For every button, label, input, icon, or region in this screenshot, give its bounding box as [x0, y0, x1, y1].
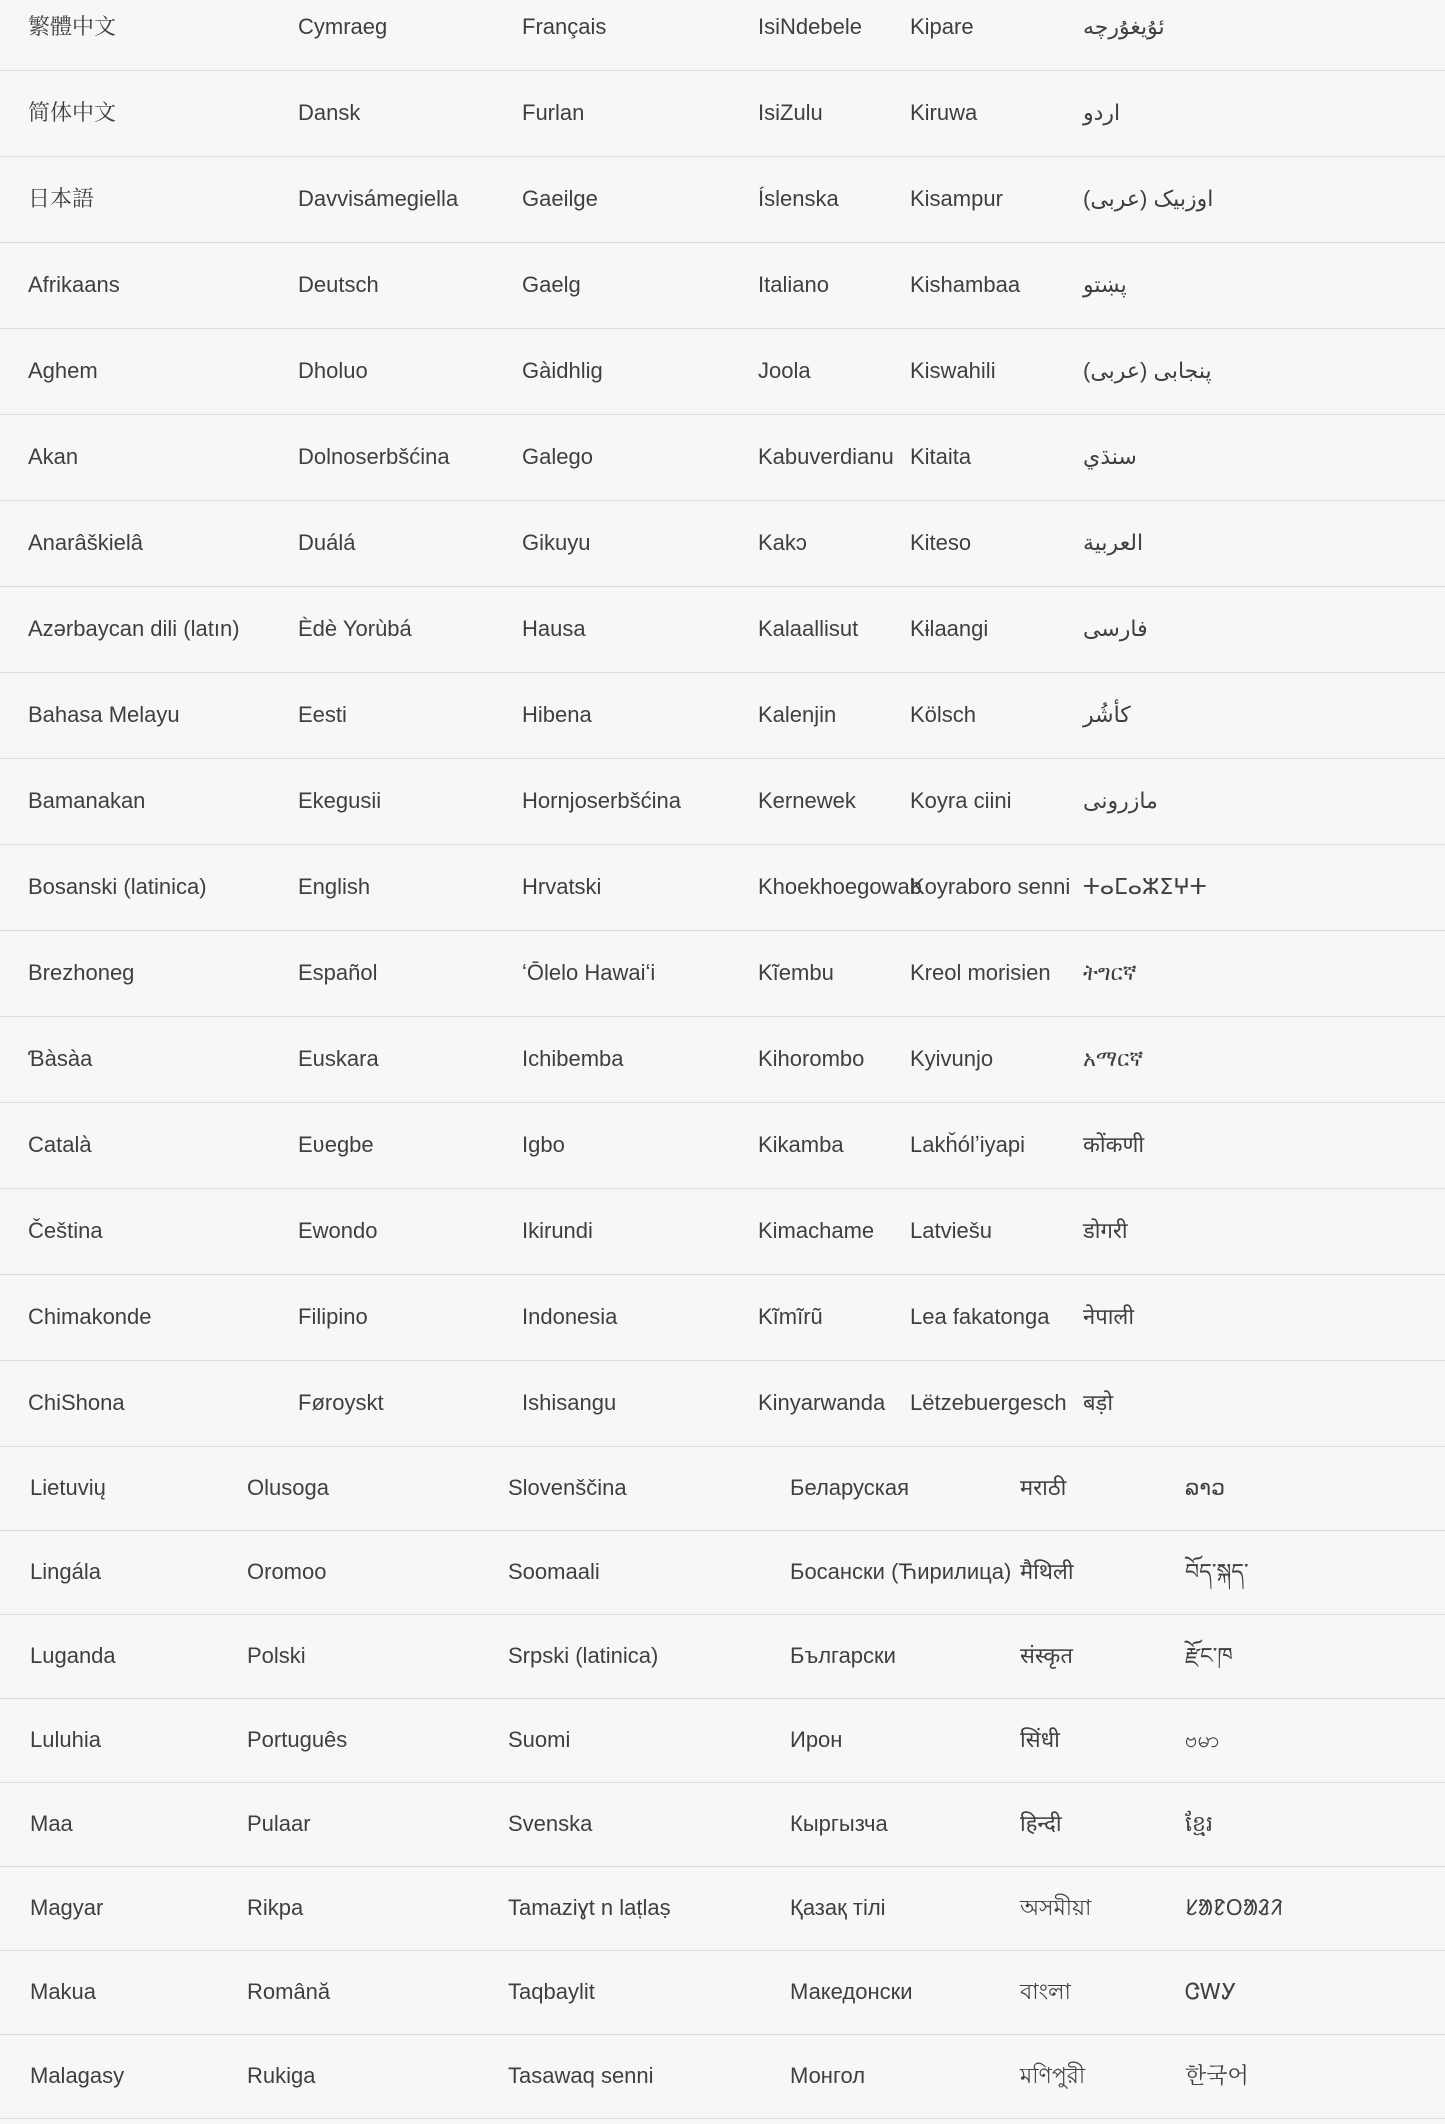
- language-option[interactable]: Soomaali: [508, 1559, 600, 1585]
- language-option[interactable]: Chimakonde: [28, 1304, 152, 1330]
- language-option[interactable]: Hausa: [522, 616, 586, 642]
- language-option[interactable]: Català: [28, 1132, 92, 1158]
- language-option[interactable]: Kyivunjo: [910, 1046, 994, 1072]
- language-row: [0, 0, 1445, 71]
- language-option[interactable]: Português: [247, 1727, 348, 1753]
- language-option[interactable]: Dolnoserbšćina: [298, 444, 450, 470]
- language-option[interactable]: Afrikaans: [28, 272, 120, 298]
- language-option[interactable]: Luluhia: [30, 1727, 101, 1753]
- language-option[interactable]: 한국어: [1185, 2063, 1249, 2089]
- language-option[interactable]: Taqbaylit: [508, 1979, 595, 2005]
- language-option[interactable]: 简体中文: [28, 100, 117, 126]
- language-option[interactable]: Latviešu: [910, 1218, 992, 1244]
- language-option[interactable]: মণিপুরী: [1020, 2063, 1086, 2089]
- language-option[interactable]: Română: [247, 1979, 331, 2005]
- language-option[interactable]: ʻŌlelo Hawaiʻi: [522, 960, 656, 986]
- language-row: [0, 329, 1445, 415]
- language-option[interactable]: मैथिली: [1020, 1559, 1074, 1585]
- language-row: [0, 501, 1445, 587]
- language-option[interactable]: Қазақ тілі: [790, 1895, 886, 1921]
- language-option[interactable]: Anarâškielâ: [28, 530, 143, 556]
- language-option[interactable]: བོད་སྐད་: [1185, 1559, 1249, 1585]
- language-option[interactable]: རྫོང་ཁ: [1185, 1643, 1233, 1669]
- language-option[interactable]: Cymraeg: [298, 14, 388, 40]
- language-option[interactable]: Tamaziɣt n laṭlaṣ: [508, 1895, 671, 1921]
- language-option[interactable]: অসমীয়া: [1020, 1895, 1092, 1921]
- language-option[interactable]: বাংলা: [1020, 1979, 1071, 2005]
- language-option[interactable]: Brezhoneg: [28, 960, 135, 986]
- language-option[interactable]: Lea fakatonga: [910, 1304, 1050, 1330]
- language-option[interactable]: ChiShona: [28, 1390, 125, 1416]
- language-row: [0, 1699, 1445, 1783]
- language-row: [0, 931, 1445, 1017]
- language-row: [0, 845, 1445, 931]
- language-option[interactable]: Ɓàsàa: [28, 1046, 93, 1072]
- language-row: [0, 587, 1445, 673]
- language-option[interactable]: Kalaallisut: [758, 616, 859, 642]
- language-option[interactable]: Khoekhoegowab: [758, 874, 922, 900]
- language-option[interactable]: Hrvatski: [522, 874, 602, 900]
- language-option[interactable]: Kihorombo: [758, 1046, 865, 1072]
- language-option[interactable]: Bosanski (latinica): [28, 874, 207, 900]
- language-option[interactable]: Kisampur: [910, 186, 1003, 212]
- language-option[interactable]: Kɨlaangi: [910, 616, 989, 642]
- language-option[interactable]: Duálá: [298, 530, 356, 556]
- language-option[interactable]: Ichibemba: [522, 1046, 624, 1072]
- language-option[interactable]: संस्कृत: [1020, 1643, 1073, 1669]
- language-option[interactable]: Gàidhlig: [522, 358, 603, 384]
- language-option[interactable]: Malagasy: [30, 2063, 125, 2089]
- language-option[interactable]: 日本語: [28, 186, 95, 212]
- language-option[interactable]: Makua: [30, 1979, 97, 2005]
- language-option[interactable]: Kreol morisien: [910, 960, 1051, 986]
- language-option[interactable]: Eʋegbe: [298, 1132, 374, 1158]
- language-option[interactable]: कोंकणी: [1083, 1132, 1145, 1158]
- language-option[interactable]: Davvisámegiella: [298, 186, 459, 212]
- language-option[interactable]: Luganda: [30, 1643, 116, 1669]
- language-option[interactable]: ဗမာ: [1185, 1727, 1220, 1753]
- language-option[interactable]: Italiano: [758, 272, 829, 298]
- language-option[interactable]: Kitaita: [910, 444, 972, 470]
- language-option[interactable]: Dholuo: [298, 358, 368, 384]
- language-option[interactable]: ᏣᎳᎩ: [1185, 1979, 1237, 2005]
- language-option[interactable]: Bamanakan: [28, 788, 146, 814]
- language-option[interactable]: Rikpa: [247, 1895, 304, 1921]
- language-row: [0, 673, 1445, 759]
- language-option[interactable]: Kakɔ: [758, 530, 807, 556]
- language-option[interactable]: Eesti: [298, 702, 347, 728]
- language-option[interactable]: Ishisangu: [522, 1390, 617, 1416]
- language-row: [0, 1361, 1445, 1447]
- language-option[interactable]: Kiswahili: [910, 358, 996, 384]
- language-row: [0, 71, 1445, 157]
- language-row: [0, 1867, 1445, 1951]
- language-option[interactable]: Rukiga: [247, 2063, 316, 2089]
- language-option[interactable]: Kĩmĩrũ: [758, 1304, 823, 1330]
- language-option[interactable]: Indonesia: [522, 1304, 618, 1330]
- language-row: [0, 415, 1445, 501]
- language-option[interactable]: Беларуская: [790, 1475, 910, 1501]
- language-row: [0, 1951, 1445, 2035]
- language-option[interactable]: Igbo: [522, 1132, 565, 1158]
- language-option[interactable]: كأشُر: [1083, 702, 1131, 728]
- language-option[interactable]: Euskara: [298, 1046, 379, 1072]
- language-option[interactable]: Kalenjin: [758, 702, 837, 728]
- language-option[interactable]: Joola: [758, 358, 811, 384]
- language-option[interactable]: मराठी: [1020, 1475, 1067, 1501]
- language-option[interactable]: Kinyarwanda: [758, 1390, 886, 1416]
- language-option[interactable]: Pulaar: [247, 1811, 311, 1837]
- language-option[interactable]: Maa: [30, 1811, 73, 1837]
- language-option[interactable]: Svenska: [508, 1811, 593, 1837]
- language-option[interactable]: नेपाली: [1083, 1304, 1135, 1330]
- language-option[interactable]: ខ្មែរ: [1185, 1811, 1213, 1837]
- language-option[interactable]: हिन्दी: [1020, 1811, 1062, 1837]
- language-option[interactable]: ລາວ: [1185, 1475, 1226, 1501]
- language-option[interactable]: Gikuyu: [522, 530, 591, 556]
- language-option[interactable]: IsiNdebele: [758, 14, 862, 40]
- language-option[interactable]: Босански (Ћирилица): [790, 1559, 1012, 1585]
- language-option[interactable]: پنجابی (عربی): [1083, 358, 1212, 384]
- language-option[interactable]: Kernewek: [758, 788, 856, 814]
- language-option[interactable]: Azərbaycan dili (latın): [28, 616, 240, 642]
- language-row: [0, 1017, 1445, 1103]
- language-option[interactable]: Tasawaq senni: [508, 2063, 654, 2089]
- language-option[interactable]: Ekegusii: [298, 788, 382, 814]
- language-option[interactable]: Lëtzebuergesch: [910, 1390, 1067, 1416]
- language-option[interactable]: Kölsch: [910, 702, 977, 728]
- language-option[interactable]: Gaelg: [522, 272, 581, 298]
- language-option[interactable]: Aghem: [28, 358, 98, 384]
- language-row: [0, 1783, 1445, 1867]
- language-section-lower: [0, 1447, 1445, 2119]
- language-option[interactable]: Galego: [522, 444, 593, 470]
- language-option[interactable]: Монгол: [790, 2063, 866, 2089]
- language-option[interactable]: 繁體中文: [28, 14, 117, 40]
- language-option[interactable]: Lietuvių: [30, 1475, 106, 1501]
- language-option[interactable]: Koyraboro senni: [910, 874, 1071, 900]
- language-option[interactable]: سنڌي: [1083, 444, 1137, 470]
- language-option[interactable]: Dansk: [298, 100, 361, 126]
- language-option[interactable]: Kĩembu: [758, 960, 834, 986]
- language-option[interactable]: Èdè Yorùbá: [298, 616, 412, 642]
- language-row: [0, 1447, 1445, 1531]
- language-option[interactable]: Akan: [28, 444, 79, 470]
- language-option[interactable]: اوزبیک (عربی): [1083, 186, 1214, 212]
- language-option[interactable]: ᱥᱟᱱᱛᱟᱲᱤ: [1185, 1895, 1283, 1921]
- language-option[interactable]: فارسی: [1083, 616, 1148, 642]
- language-option[interactable]: Español: [298, 960, 378, 986]
- language-row: [0, 759, 1445, 845]
- language-option[interactable]: Hornjoserbšćina: [522, 788, 681, 814]
- language-option[interactable]: Kiteso: [910, 530, 972, 556]
- language-option[interactable]: Magyar: [30, 1895, 104, 1921]
- language-option[interactable]: Kimachame: [758, 1218, 875, 1244]
- language-option[interactable]: Ewondo: [298, 1218, 378, 1244]
- language-row: [0, 1615, 1445, 1699]
- language-option[interactable]: Lakȟólʼiyapi: [910, 1132, 1025, 1158]
- language-option[interactable]: مازرونی: [1083, 788, 1158, 814]
- language-option[interactable]: Kiruwa: [910, 100, 978, 126]
- language-row: [0, 1189, 1445, 1275]
- language-option[interactable]: Kipare: [910, 14, 974, 40]
- language-option[interactable]: Lingála: [30, 1559, 101, 1585]
- language-option[interactable]: ትግርኛ: [1083, 960, 1137, 986]
- language-option[interactable]: Български: [790, 1643, 896, 1669]
- language-option[interactable]: Čeština: [28, 1218, 103, 1244]
- language-option[interactable]: Føroyskt: [298, 1390, 384, 1416]
- language-option[interactable]: العربية: [1083, 530, 1144, 556]
- language-option[interactable]: Kishambaa: [910, 272, 1021, 298]
- language-option[interactable]: Deutsch: [298, 272, 379, 298]
- language-option[interactable]: Koyra ciini: [910, 788, 1012, 814]
- language-option[interactable]: Srpski (latinica): [508, 1643, 659, 1669]
- language-option[interactable]: डोगरी: [1083, 1218, 1128, 1244]
- language-option[interactable]: Furlan: [522, 100, 585, 126]
- language-row: [0, 157, 1445, 243]
- language-option[interactable]: IsiZulu: [758, 100, 823, 126]
- language-option[interactable]: اردو: [1083, 100, 1121, 126]
- language-option[interactable]: Oromoo: [247, 1559, 327, 1585]
- language-option[interactable]: Македонски: [790, 1979, 913, 2005]
- language-option[interactable]: Filipino: [298, 1304, 368, 1330]
- language-option[interactable]: बड़ो: [1083, 1390, 1114, 1416]
- language-option[interactable]: ئۇيغۇرچە: [1083, 14, 1165, 40]
- language-option[interactable]: Bahasa Melayu: [28, 702, 180, 728]
- language-option[interactable]: Kabuverdianu: [758, 444, 894, 470]
- language-row: [0, 1275, 1445, 1361]
- language-option[interactable]: Gaeilge: [522, 186, 598, 212]
- language-row: [0, 1103, 1445, 1189]
- language-option[interactable]: Hibena: [522, 702, 592, 728]
- language-option[interactable]: پښتو: [1083, 272, 1127, 298]
- language-row: [0, 2035, 1445, 2119]
- language-option[interactable]: Ikirundi: [522, 1218, 593, 1244]
- language-option[interactable]: Olusoga: [247, 1475, 329, 1501]
- language-option[interactable]: Slovenščina: [508, 1475, 627, 1501]
- language-option[interactable]: Kikamba: [758, 1132, 844, 1158]
- language-option[interactable]: Français: [522, 14, 607, 40]
- language-option[interactable]: Íslenska: [758, 186, 839, 212]
- language-option[interactable]: ⵜⴰⵎⴰⵣⵉⵖⵜ: [1083, 874, 1207, 900]
- language-option[interactable]: Suomi: [508, 1727, 571, 1753]
- language-option[interactable]: Кыргызча: [790, 1811, 888, 1837]
- language-row: [0, 243, 1445, 329]
- language-option[interactable]: English: [298, 874, 371, 900]
- language-option[interactable]: Polski: [247, 1643, 306, 1669]
- language-row: [0, 1531, 1445, 1615]
- language-option[interactable]: Ирон: [790, 1727, 843, 1753]
- language-option[interactable]: सिंधी: [1020, 1727, 1060, 1753]
- language-option[interactable]: አማርኛ: [1083, 1046, 1144, 1072]
